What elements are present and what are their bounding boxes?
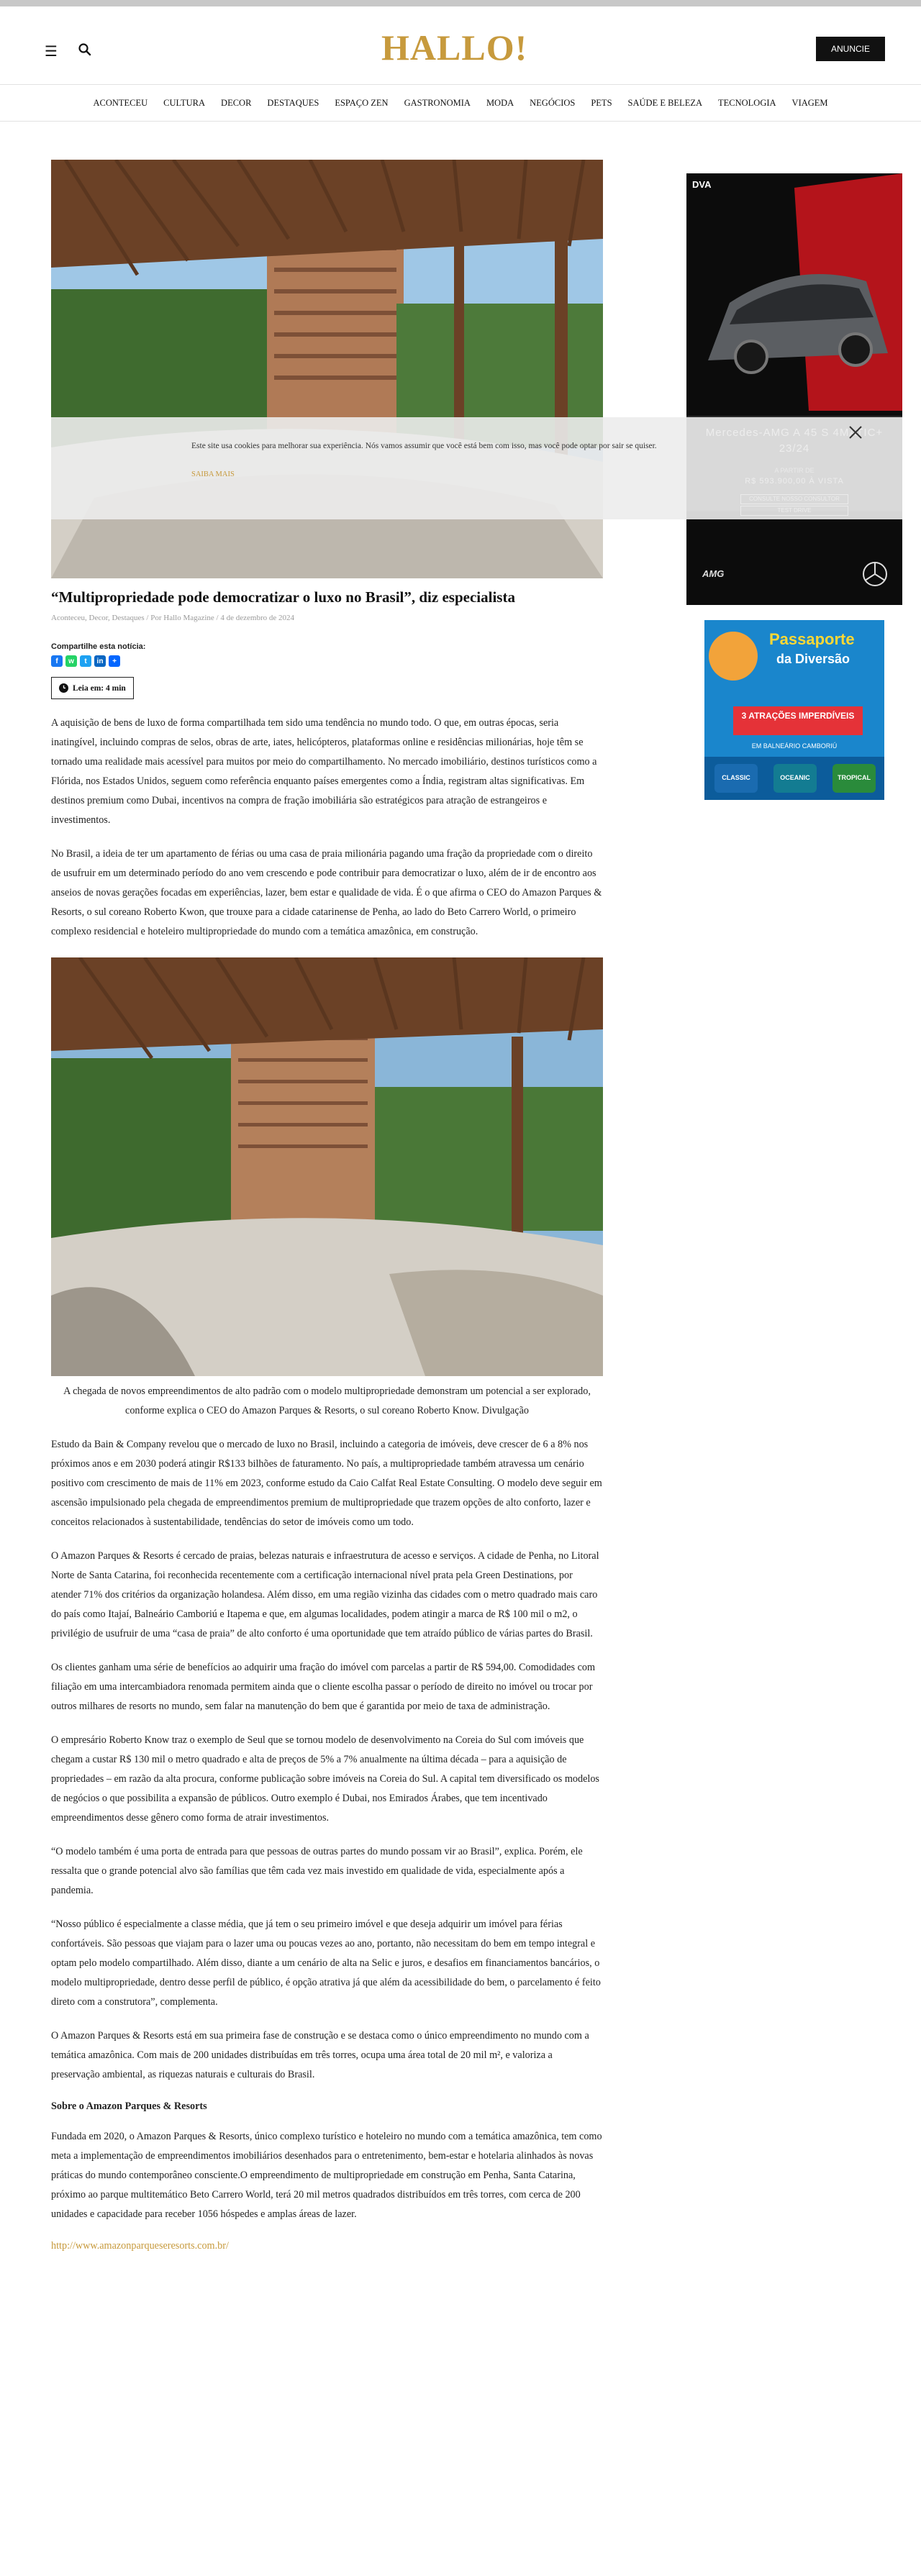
- anuncie-button[interactable]: ANUNCIE: [816, 37, 885, 61]
- article-paragraph: A aquisição de bens de luxo de forma compartilhada tem sido uma tendência no mundo todo. O que, em outras épocas, seria inatingível, incluindo compras de selos, obras de arte, iates, helicópteros, plataformas online e residências milionárias, hoje têm se tornado uma realidade mais acessível para muitos por meio do compartilhamento. No mercado imobiliário, destinos turísticos como a Flórida, nos Estados Unidos, seguem como referência enquanto países emergentes como a Índia, registram altas significativas. Em destinos premium como Dubai, incentivos na compra de fração imobiliária são estratégicos para atração de estrangeiros e investimentos.: [51, 717, 597, 827]
- nav-item-saude-beleza[interactable]: SAÚDE E BELEZA: [627, 97, 702, 108]
- ad-promo: 3 ATRAÇÕES IMPERDÍVEIS: [741, 711, 855, 721]
- nav-item-decor[interactable]: DECOR: [221, 97, 252, 108]
- facebook-share-icon[interactable]: f: [51, 655, 63, 667]
- nav-item-viagem[interactable]: VIAGEM: [791, 97, 828, 108]
- twitter-share-icon[interactable]: t: [80, 655, 91, 667]
- search-icon[interactable]: [78, 42, 92, 57]
- main-nav: [0, 84, 921, 122]
- clock-icon: [59, 683, 68, 693]
- nav-item-cultura[interactable]: CULTURA: [163, 97, 206, 108]
- nav-item-negocios[interactable]: NEGÓCIOS: [530, 97, 576, 108]
- ad-oceanic: OCEANIC: [780, 774, 810, 781]
- article-paragraph: O empresário Roberto Know traz o exemplo de Seul que se tornou modelo de desenvolvimento na Coreia do Sul com imóveis que chegam a custar R$ 130 mil o metro quadrado e alta de preços de 5% a 7% anualmente na última década – para a aquisição de propriedades – em razão da alta procura, conforme publicação sobre imóveis na Coreia do Sul. A capital tem diversificado os modelos de negócios o que possibilita a expansão de públicos. Outro exemplo é Dubai, nos Emirados Árabes, que tem incentivado empreendimentos desse gênero como forma de atrair investimentos.: [51, 1734, 599, 1824]
- article-paragraph: O Amazon Parques & Resorts está em sua primeira fase de construção e se destaca como o único empreendimento no mundo com a temática amazônica. Com mais de 200 unidades distribuídas em três torres, ocupa uma área total de 20 mil m², e valoriza a preservação ambiental, as riquezas naturais e culturais do Brasil.: [51, 2030, 589, 2081]
- image-caption: A chegada de novos empreendimentos de alto padrão com o modelo multipropriedade demonstram um potencial a ser explorado, conforme explica o CEO do Amazon Parques & Resorts, o sul coreano Roberto Know. Divulgação: [63, 1385, 591, 1417]
- nav-item-aconteceu[interactable]: ACONTECEU: [93, 97, 148, 108]
- article-paragraph: “O modelo também é uma porta de entrada para que pessoas de outras partes do mundo possam vir ao Brasil”, explica. Porém, ele ressalta que o grande potencial alvo são famílias que têm cada vez mais investido em qualidade de vida, especialmente após a pandemia.: [51, 1846, 583, 1897]
- nav-item-moda[interactable]: MODA: [486, 97, 514, 108]
- whatsapp-share-icon[interactable]: w: [65, 655, 77, 667]
- menu-icon[interactable]: ☰: [45, 42, 58, 60]
- nav-item-gastronomia[interactable]: GASTRONOMIA: [404, 97, 471, 108]
- read-time-badge: [51, 677, 134, 699]
- article-paragraph: “Nosso público é especialmente a classe média, que já tem o seu primeiro imóvel e que deseja adquirir um imóvel para férias confortáveis. São pessoas que viajam para o lazer uma ou poucas vezes ao ano, portanto, não necessitam do bem em tempo integral e optam pelo modelo compartilhado. Além disso, diante a um cenário de alta na Selic e juros, e desafios em financiamentos bancários, o modelo multipropriedade, dentro desse perfil de público, é opção atrativa já que além da acessibilidade do bem, o parcelamento é feito direto com a construtora”, complementa.: [51, 1919, 601, 2008]
- article-paragraph: Fundada em 2020, o Amazon Parques & Resorts, único complexo turístico e hoteleiro no mundo com a temática amazônica, tem como meta a implementação de empreendimentos imobiliários desenhados para o entretenimento, bem-estar e hotelaria alinhados às novas práticas do mundo contemporâneo consciente.O empreendimento de multipropriedade em construção em Penha, Santa Catarina, próximo ao parque multitemático Beto Carrero World, terá 20 mil metros quadrados distribuídos em três torres, com cerca de 200 unidades e capacidade para receber 1056 hóspedes e amplas áreas de lazer.: [51, 2131, 602, 2221]
- top-bar: [0, 0, 921, 6]
- site-header: [0, 6, 921, 84]
- article-title: “Multipropriedade pode democratizar o luxo no Brasil”, diz especialista: [51, 588, 515, 606]
- nav-item-espaco-zen[interactable]: ESPAÇO ZEN: [335, 97, 389, 108]
- section-heading: Sobre o Amazon Parques & Resorts: [51, 2101, 207, 2113]
- ad-title-2: da Diversão: [776, 652, 850, 666]
- close-icon[interactable]: [845, 422, 866, 443]
- sidebar-ad-mercedes[interactable]: [686, 173, 902, 605]
- nav-item-destaques[interactable]: DESTAQUES: [267, 97, 319, 108]
- ad-tropical: TROPICAL: [838, 774, 871, 781]
- nav-item-tecnologia[interactable]: TECNOLOGIA: [718, 97, 776, 108]
- cookie-banner: [51, 417, 902, 519]
- linkedin-share-icon[interactable]: in: [94, 655, 106, 667]
- article-paragraph: O Amazon Parques & Resorts é cercado de praias, belezas naturais e infraestrutura de acesso e serviços. A cidade de Penha, no Litoral Norte de Santa Catarina, foi reconhecida recentemente com a certificação internacional nível prata pela Green Destinations, por atender 71% dos critérios da organização holandesa. Além disso, em uma região vizinha das cidades com o metro quadrado mais caro do país como Itajaí, Balneário Camboriú e Itapema e que, em algumas localidades, podem atingir a marca de R$ 100 mil o m2, o privilégio de usufruir de uma “casa de praia” de alto conforto é uma oportunidade que tem atraído público de várias partes do Brasil.: [51, 1550, 599, 1640]
- share-buttons: [51, 655, 603, 667]
- ad-sub: EM BALNEÁRIO CAMBORIÚ: [751, 742, 838, 750]
- ad-classic: CLASSIC: [722, 774, 750, 781]
- ad-amg-logo: AMG: [702, 568, 725, 579]
- cookie-text: Este site usa cookies para melhorar sua experiência. Nós vamos assumir que você está bem com isso, mas você pode optar por sair se quiser.: [191, 442, 657, 450]
- nav-item-pets[interactable]: PETS: [591, 97, 612, 108]
- more-share-icon[interactable]: +: [109, 655, 120, 667]
- ad-brand: DVA: [692, 179, 712, 190]
- site-logo[interactable]: HALLO!: [381, 27, 528, 68]
- external-link[interactable]: http://www.amazonparqueseresorts.com.br/: [51, 2240, 229, 2252]
- article-paragraph: Os clientes ganham uma série de benefícios ao adquirir uma fração do imóvel com parcelas a partir de R$ 594,00. Comodidades com filiação em uma intercambiadora renomada permitem ainda que o cliente escolha passar o período de direito no imóvel ou trocar por outros milhares de resorts no mundo, sem falar na manutenção do bem que é garantida por meio de taxa de administração.: [51, 1662, 596, 1713]
- article-paragraph: No Brasil, a ideia de ter um apartamento de férias ou uma casa de praia milionária pagando uma fração da propriedade com o direito de usufruir em um determinado período do ano vem crescendo e pode contribuir para democratizar o luxo, além de ir de encontro aos anseios de novas gerações focadas em experiências, lazer, bem estar e qualidade de vida. É o que afirma o CEO do Amazon Parques & Resorts, o sul coreano Roberto Kwon, que trouxe para a cidade catarinense de Penha, ao lado do Beto Carrero World, o primeiro complexo residencial e hoteleiro multipropriedade do mundo com a temática amazônica, em construção.: [51, 848, 602, 938]
- ad-title-1: Passaporte: [769, 630, 855, 648]
- sidebar-ad-passaporte[interactable]: [704, 620, 884, 800]
- article-meta: Aconteceu, Decor, Destaques / Por Hallo Magazine / 4 de dezembro de 2024: [51, 614, 294, 623]
- cookie-saiba-mais-link[interactable]: SAIBA MAIS: [191, 470, 235, 478]
- share-label: Compartilhe esta notícia:: [51, 642, 146, 652]
- article-paragraph: Estudo da Bain & Company revelou que o mercado de luxo no Brasil, incluindo a categoria de imóveis, deve crescer de 6 a 8% nos próximos anos e em 2030 poderá atingir R$133 bilhões de faturamento. No país, a multipropriedade também atravessa um cenário positivo com crescimento de mais de 11% em 2023, conforme estudo da Caio Calfat Real Estate Consulting. O modelo deve seguir em ascensão impulsionado pela chegada de empreendimentos premium de multipropriedade que trazem opções de alto conforto, lazer e conceitos relacionados à sustentabilidade, tendências do setor de imóveis como um todo.: [51, 1439, 602, 1529]
- article-image: [51, 957, 603, 1376]
- read-time-label: Leia em: 4 min: [73, 683, 126, 693]
